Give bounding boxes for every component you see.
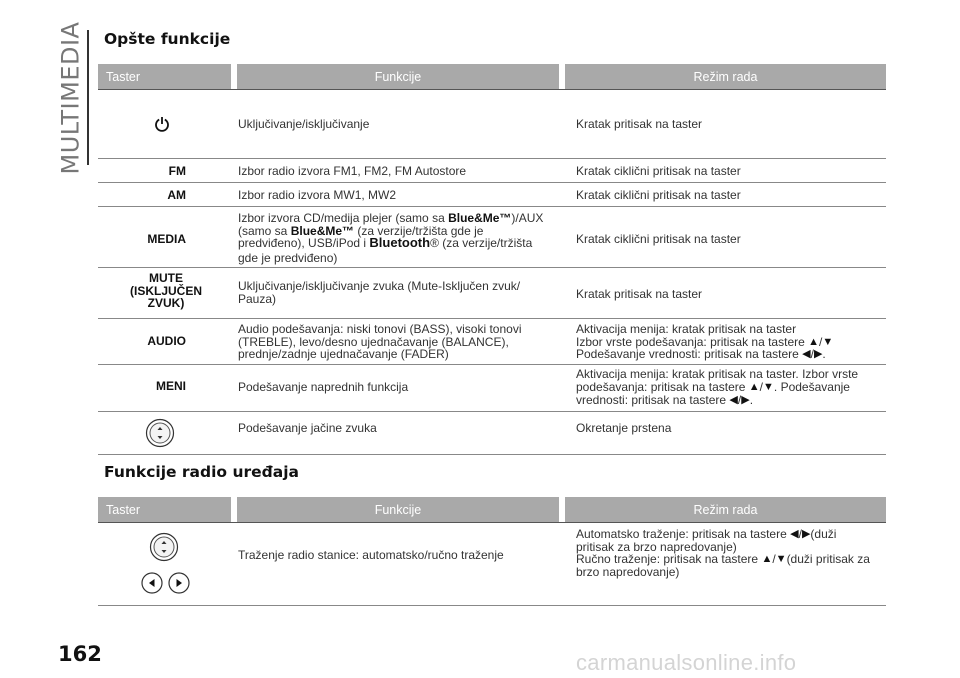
row-mode: Kratak pritisak na taster bbox=[576, 287, 703, 301]
row-function: Podešavanje jačine zvuka bbox=[238, 421, 377, 435]
button-label: AUDIO bbox=[147, 334, 186, 348]
right-arrow-icon: ▶ bbox=[741, 394, 750, 406]
up-arrow-icon: ▲ bbox=[761, 553, 773, 565]
table-row bbox=[98, 319, 886, 365]
left-arrow-button-icon bbox=[141, 572, 163, 597]
table2-header-mode: Režim rada bbox=[565, 497, 886, 522]
table2-title: Funkcije radio uređaja bbox=[104, 463, 299, 481]
row-function: Traženje radio stanice: automatsko/ručno traženje bbox=[238, 548, 504, 562]
row-mode: Kratak ciklični pritisak na taster bbox=[576, 164, 741, 178]
down-arrow-icon: ▼ bbox=[822, 335, 834, 348]
right-arrow-button-icon bbox=[168, 572, 190, 597]
table2-header-function: Funkcije bbox=[237, 497, 559, 522]
up-arrow-icon: ▲ bbox=[748, 381, 760, 393]
down-arrow-icon: ▼ bbox=[775, 553, 787, 565]
rotary-knob-icon bbox=[149, 532, 179, 565]
rotary-knob-icon bbox=[145, 418, 175, 451]
up-arrow-icon: ▲ bbox=[808, 335, 820, 348]
table-row bbox=[98, 365, 886, 412]
section-side-title: MULTIMEDIA bbox=[56, 21, 84, 174]
row-mode: Automatsko traženje: pritisak na tastere ◀/▶(duži pritisak za brzo napredovanje) Ručno traženje: pritisak na tastere ▲/▼(duži pritisak za brzo napredovanje) bbox=[576, 527, 870, 579]
power-icon bbox=[154, 116, 170, 135]
table2-header bbox=[98, 497, 886, 522]
table-row bbox=[98, 159, 886, 183]
row-mode: Kratak pritisak na taster bbox=[576, 117, 703, 131]
table1-header-function: Funkcije bbox=[237, 64, 559, 89]
row-function: Audio podešavanja: niski tonovi (BASS), visoki tonovi (TREBLE), levo/desno ujednačavanje (BALANCE), prednje/zadnje ujednačavanje (FADER) bbox=[238, 322, 522, 361]
right-arrow-icon: ▶ bbox=[813, 348, 823, 360]
section-rule bbox=[87, 30, 89, 165]
table-row bbox=[98, 268, 886, 319]
down-arrow-icon: ▼ bbox=[763, 381, 774, 393]
row-function: Podešavanje naprednih funkcija bbox=[238, 380, 409, 394]
button-label: MENI bbox=[156, 379, 186, 393]
row-mode: Kratak ciklični pritisak na taster bbox=[576, 188, 741, 202]
row-function: Uključivanje/isključivanje bbox=[238, 117, 370, 131]
table2-header-button: Taster bbox=[98, 497, 231, 522]
table-row bbox=[98, 183, 886, 207]
table-row bbox=[98, 207, 886, 268]
row-function: Izbor radio izvora MW1, MW2 bbox=[238, 188, 397, 202]
table-row bbox=[98, 90, 886, 159]
page-number: 162 bbox=[58, 642, 102, 666]
row-mode: Aktivacija menija: kratak pritisak na taster Izbor vrste podešavanja: pritisak na tastere ▲/▼ Podešavanje vrednosti: pritisak na tastere ◀/▶. bbox=[576, 322, 834, 361]
table1-header bbox=[98, 64, 886, 89]
row-mode: Okretanje prstena bbox=[576, 421, 672, 435]
row-mode: Kratak ciklični pritisak na taster bbox=[576, 232, 741, 246]
table-row bbox=[98, 523, 886, 606]
left-arrow-icon: ◀ bbox=[729, 394, 738, 406]
right-arrow-icon: ▶ bbox=[801, 528, 811, 540]
table-row bbox=[98, 412, 886, 455]
left-arrow-icon: ◀ bbox=[802, 348, 811, 360]
watermark: carmanualsonline.info bbox=[576, 650, 797, 675]
button-label: AM bbox=[167, 188, 186, 202]
button-label: FM bbox=[168, 164, 186, 178]
button-label: MUTE (ISKLJUČEN ZVUK) bbox=[129, 271, 202, 310]
row-mode: Aktivacija menija: kratak pritisak na taster. Izbor vrste podešavanja: pritisak na tastere ▲/▼. Podešavanje vrednosti: pritisak na tastere ◀/▶. bbox=[576, 367, 859, 407]
row-function: Izbor radio izvora FM1, FM2, FM Autostore bbox=[238, 164, 467, 178]
table1-header-mode: Režim rada bbox=[565, 64, 886, 89]
button-label: MEDIA bbox=[147, 232, 186, 246]
row-function: Izbor izvora CD/medija plejer (samo sa Blue&Me™)/AUX (samo sa Blue&Me™ (za verzije/tržišta gde je predviđeno), USB/iPod i Bluetooth® (za verzije/tržišta gde je predviđeno) bbox=[238, 211, 544, 265]
left-arrow-icon: ◀ bbox=[790, 528, 799, 540]
table1-title: Opšte funkcije bbox=[104, 30, 231, 48]
table1-header-button: Taster bbox=[98, 64, 231, 89]
row-function: Uključivanje/isključivanje zvuka (Mute-Isključen zvuk/ Pauza) bbox=[238, 279, 521, 306]
